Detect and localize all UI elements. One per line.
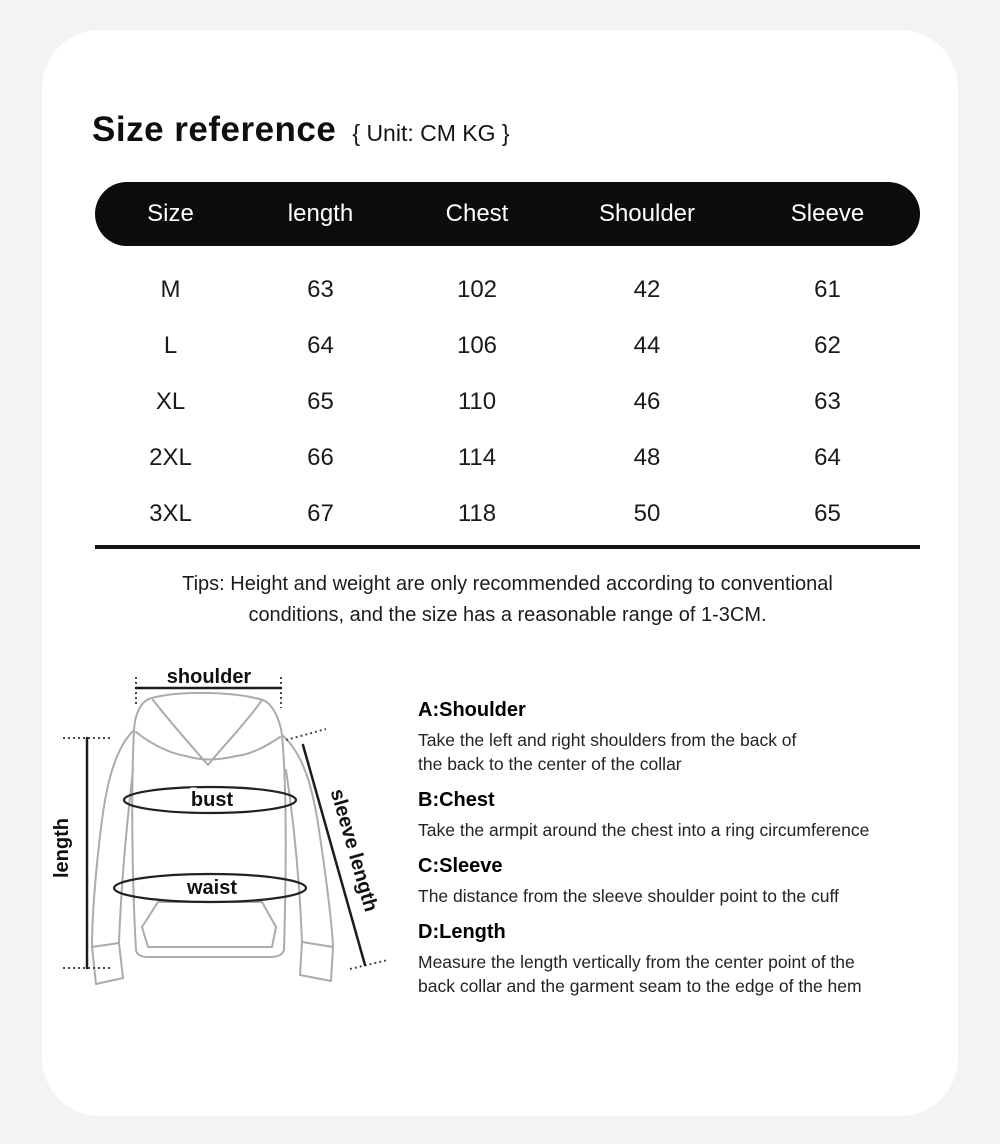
- guide-item-title: A:Shoulder: [418, 699, 526, 721]
- measure-guide: [418, 698, 958, 1010]
- left-cuff: [92, 943, 123, 984]
- sleeve-tick-top: [286, 729, 326, 740]
- column-header-size: Size: [147, 200, 194, 227]
- tips-line: Tips: Height and weight are only recommended according to conventional: [182, 573, 833, 595]
- guide-item-length: [418, 920, 958, 998]
- kangaroo-pocket: [142, 902, 276, 947]
- value-cell: 118: [457, 500, 497, 527]
- column-header-chest: Chest: [445, 200, 509, 227]
- size-cell: L: [163, 332, 178, 359]
- value-cell: 64: [307, 332, 334, 359]
- collar: [186, 756, 236, 760]
- length-label: length: [51, 818, 73, 878]
- column-header-shoulder: Shoulder: [598, 200, 696, 227]
- hoodie-measurement-diagram: [40, 650, 410, 1020]
- value-cell: 62: [814, 332, 841, 359]
- body-right-seam: [282, 735, 286, 950]
- table-row: [95, 430, 920, 486]
- table-divider: [95, 545, 920, 549]
- title-row: [92, 110, 510, 150]
- sleeve-tick-bottom: [350, 960, 388, 969]
- value-cell: 63: [307, 276, 334, 303]
- value-cell: 64: [814, 444, 841, 471]
- right-sleeve-outer: [282, 735, 333, 946]
- value-cell: 50: [633, 500, 661, 527]
- value-cell: 61: [814, 276, 841, 303]
- value-cell: 48: [633, 444, 661, 471]
- value-cell: 65: [814, 500, 841, 527]
- guide-item-title: D:Length: [418, 921, 506, 943]
- tips-line: conditions, and the size has a reasonable range of 1-3CM.: [248, 604, 767, 626]
- value-cell: 65: [307, 388, 334, 415]
- hem: [136, 950, 284, 957]
- table-row: [95, 374, 920, 430]
- hood-outer: [134, 693, 282, 735]
- page-title: Size reference: [92, 110, 337, 149]
- size-cell: XL: [155, 388, 186, 415]
- guide-item-title: C:Sleeve: [418, 855, 503, 877]
- size-table-header: [95, 182, 920, 246]
- guide-item-shoulder: [418, 698, 958, 776]
- value-cell: 66: [307, 444, 334, 471]
- unit-label: { Unit: CM KG }: [352, 120, 510, 146]
- waist-label: waist: [186, 877, 238, 899]
- table-row: [95, 318, 920, 374]
- shoulder-label: shoulder: [166, 666, 252, 688]
- guide-item-description: Measure the length vertically from the center point of the: [418, 952, 855, 972]
- size-cell: 2XL: [149, 444, 192, 471]
- left-sleeve-outer: [92, 730, 134, 947]
- value-cell: 102: [456, 276, 498, 303]
- guide-item-description: The distance from the sleeve shoulder point to the cuff: [418, 886, 839, 906]
- value-cell: 63: [814, 388, 841, 415]
- guide-item-sleeve: [418, 854, 958, 908]
- value-cell: 114: [457, 444, 497, 471]
- value-cell: 42: [633, 276, 661, 303]
- value-cell: 110: [457, 388, 497, 415]
- guide-item-title: B:Chest: [418, 789, 495, 811]
- tips-text: [95, 569, 920, 631]
- hood-inner-left: [136, 732, 186, 756]
- bust-label: bust: [190, 789, 234, 811]
- guide-item-description: Take the left and right shoulders from the back of: [418, 730, 797, 750]
- size-cell: 3XL: [149, 500, 192, 527]
- table-row: [95, 486, 920, 542]
- table-row: [95, 262, 920, 318]
- value-cell: 46: [633, 388, 661, 415]
- right-sleeve-inner: [286, 770, 302, 942]
- value-cell: 44: [633, 332, 661, 359]
- hood-inner-right: [236, 737, 280, 756]
- guide-item-description: the back to the center of the collar: [418, 754, 682, 774]
- right-cuff: [300, 942, 333, 981]
- body-left-seam: [132, 730, 136, 950]
- column-header-length: length: [287, 200, 354, 227]
- guide-item-description: Take the armpit around the chest into a ring circumference: [418, 820, 870, 840]
- column-header-sleeve: Sleeve: [790, 200, 865, 227]
- value-cell: 106: [456, 332, 498, 359]
- sleeve-length-label: sleeve length: [325, 786, 382, 915]
- guide-item-chest: [418, 788, 958, 842]
- size-cell: M: [160, 276, 181, 303]
- value-cell: 67: [307, 500, 334, 527]
- guide-item-description: back collar and the garment seam to the edge of the hem: [418, 976, 862, 996]
- size-table-body: [95, 262, 920, 542]
